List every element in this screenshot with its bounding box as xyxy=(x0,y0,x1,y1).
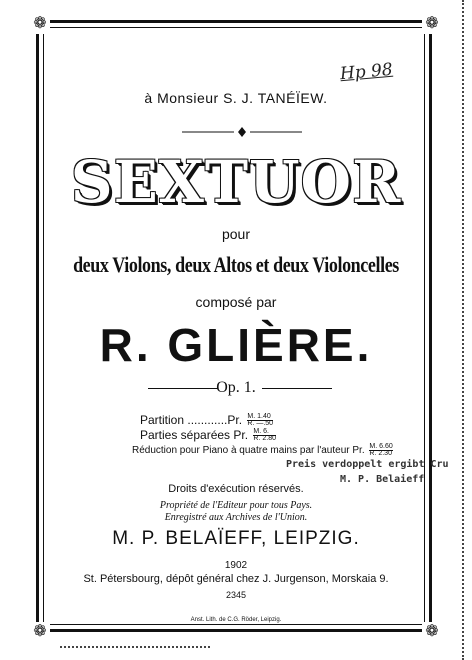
price-label: Parties séparées Pr. xyxy=(140,428,249,442)
price-mark: M. 6. xyxy=(253,429,276,436)
price-list xyxy=(132,413,450,458)
price-row-partition xyxy=(140,413,450,428)
dedication: à Monsieur S. J. TANÉÏEW. xyxy=(144,90,328,106)
price-ruble: R. —.50 xyxy=(247,420,274,428)
corner-ornament-bottom-right: ❁ xyxy=(422,622,442,642)
price-ruble: R. 2.80 xyxy=(253,435,276,443)
handwritten-shelfmark: Hp 98 xyxy=(339,59,394,85)
corner-ornament-bottom-left: ❁ xyxy=(30,622,50,642)
plate-number: 2345 xyxy=(225,590,247,600)
publisher: M. P. BELAÏEFF, LEIPZIG. xyxy=(112,528,360,549)
instrumentation: deux Violons, deux Altos et deux Violoncelles xyxy=(73,252,399,277)
price-value xyxy=(247,414,273,427)
title-ornament xyxy=(182,127,302,137)
scan-bottom-marks xyxy=(60,646,210,650)
work-title: SEXTUOR xyxy=(70,148,402,216)
price-row-parties xyxy=(140,428,450,443)
registration-notice: Enregistré aux Archives de l'Union. xyxy=(164,512,308,523)
price-stamp-line1: Preis verdoppelt ergibt Cru xyxy=(286,459,449,470)
opus-number: Op. 1. xyxy=(216,379,256,396)
price-value xyxy=(253,429,276,442)
distributor-line: St. Pétersbourg, dépôt général chez J. Jurgenson, Morskaia 9. xyxy=(83,573,389,585)
printer-credit: Anst. Lith. de C.G. Röder, Leipzig. xyxy=(190,617,282,623)
price-ruble: R. 2.30 xyxy=(369,449,392,457)
pour-text: pour xyxy=(221,226,251,242)
price-row-reduction xyxy=(132,443,450,458)
composer-name: R. GLIÈRE. xyxy=(99,319,373,371)
price-label: Réduction pour Piano à quatre mains par l'auteur Pr. xyxy=(132,445,365,456)
price-mark: M. 1.40 xyxy=(247,414,273,421)
price-mark: M. 6.60 xyxy=(369,442,393,450)
compose-par-text: composé par xyxy=(195,294,277,310)
corner-ornament-top-right: ❁ xyxy=(422,14,442,34)
price-stamp-line2: M. P. Belaieff xyxy=(340,474,425,485)
publication-year: 1902 xyxy=(224,560,248,571)
corner-ornament-top-left: ❁ xyxy=(30,14,50,34)
price-label: Partition ............Pr. xyxy=(140,413,243,427)
rights-notice: Droits d'exécution réservés. xyxy=(168,483,304,495)
price-value xyxy=(369,444,392,457)
property-notice: Propriété de l'Editeur pour tous Pays. xyxy=(159,500,313,511)
